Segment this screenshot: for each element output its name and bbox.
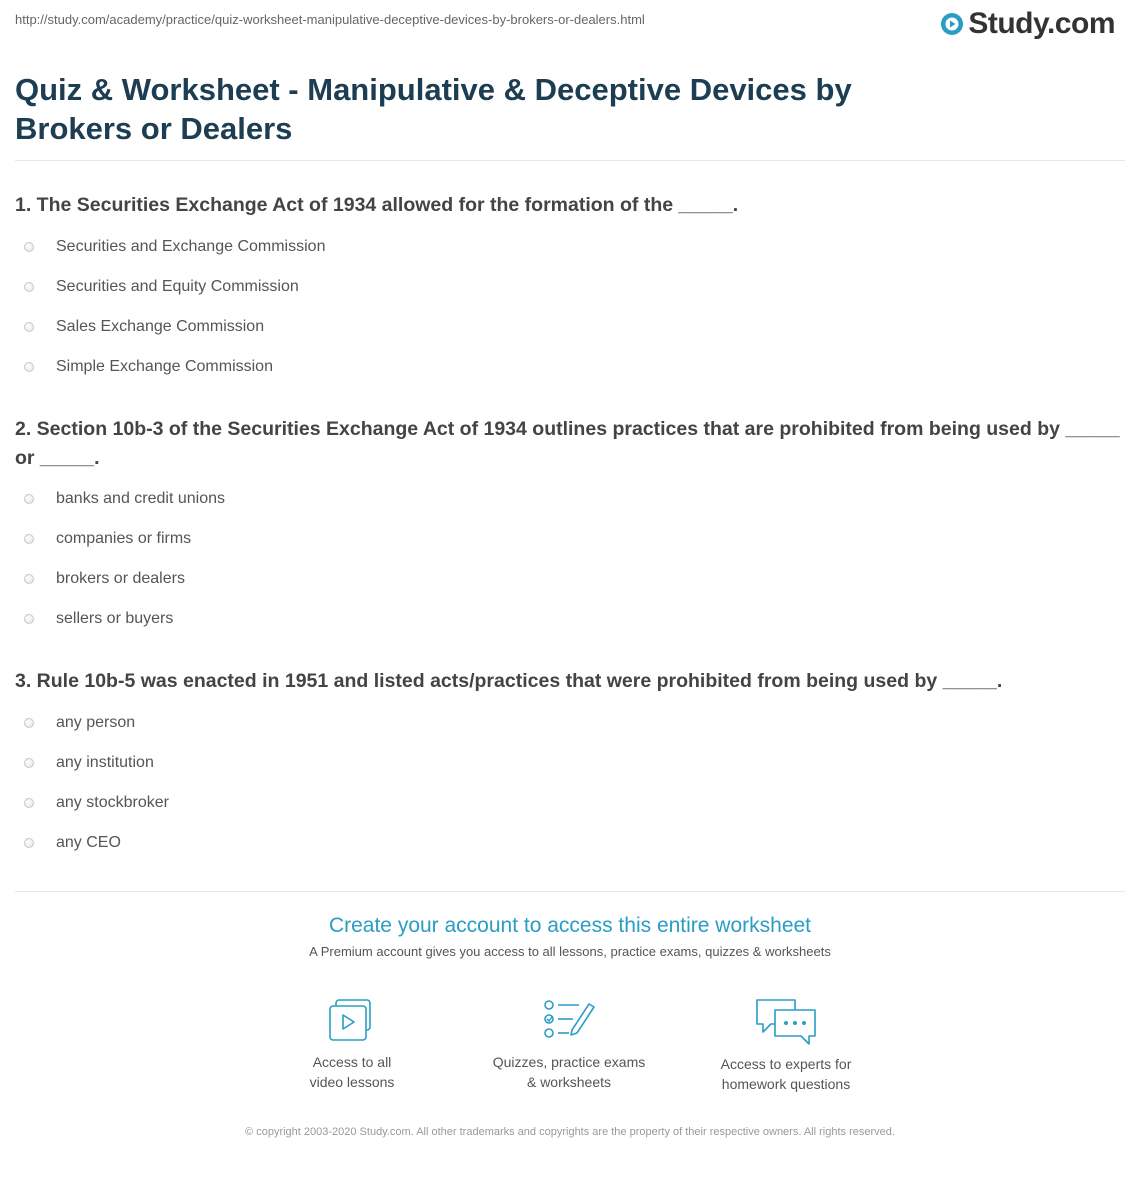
radio-button[interactable] [24,534,34,544]
title-divider [15,160,1125,161]
radio-button[interactable] [24,282,34,292]
answer-label: companies or firms [56,530,192,547]
feature-line: Quizzes, practice exams [492,1054,646,1070]
answer-option[interactable] [15,347,325,387]
top-bar [15,0,1125,54]
create-account-link[interactable]: Create your account to access this entire worksheet [328,914,812,937]
question-1: 1. The Securities Exchange Act of 1934 allowed for the formation of the _____. [15,194,739,216]
video-lessons-icon [322,996,382,1046]
feature-experts [696,996,876,1094]
radio-button[interactable] [24,758,34,768]
feature-line: Access to experts for [720,1056,852,1072]
play-circle-icon [940,12,964,36]
answer-label: any institution [56,754,154,771]
answer-option[interactable] [15,783,169,823]
feature-label [262,1052,442,1092]
answers-2 [15,479,225,639]
radio-button[interactable] [24,242,34,252]
radio-button[interactable] [24,718,34,728]
answer-label: any person [56,714,136,731]
answer-option[interactable] [15,519,225,559]
answer-option[interactable] [15,267,325,307]
signup-cta [0,914,1140,959]
feature-line: homework questions [721,1076,851,1092]
answer-option[interactable] [15,743,169,783]
feature-line: Access to all [312,1054,392,1070]
answers-3 [15,703,169,863]
answer-label: brokers or dealers [56,570,185,587]
answers-1 [15,227,325,387]
page-url: http://study.com/academy/practice/quiz-worksheet-manipulative-deceptive-devices-by-brokers-or-dealers.html [15,12,645,27]
answer-label: sellers or buyers [56,610,174,627]
answer-option[interactable] [15,823,169,863]
cta-divider [15,891,1125,892]
feature-label [696,1054,876,1094]
answer-label: banks and credit unions [56,490,225,507]
answer-label: Securities and Equity Commission [56,278,299,295]
answer-label: Simple Exchange Commission [56,358,273,375]
cta-subtitle: A Premium account gives you access to all lessons, practice exams, quizzes & worksheets [309,944,831,959]
question-2: 2. Section 10b-3 of the Securities Exchange Act of 1934 outlines practices that are prohibited from being used by _____ or _____. [15,418,1120,469]
quiz-checklist-icon [539,996,599,1046]
answer-label: Securities and Exchange Commission [56,238,326,255]
radio-button[interactable] [24,322,34,332]
logo-text: Study.com [968,7,1115,40]
study-logo[interactable] [940,7,1115,41]
answer-option[interactable] [15,703,169,743]
radio-button[interactable] [24,494,34,504]
feature-label [479,1052,659,1092]
radio-button[interactable] [24,798,34,808]
feature-line: & worksheets [526,1074,612,1090]
answer-label: any stockbroker [56,794,169,811]
feature-quizzes [479,996,659,1092]
question-3: 3. Rule 10b-5 was enacted in 1951 and listed acts/practices that were prohibited from being used by _____. [15,670,1003,692]
radio-button[interactable] [24,574,34,584]
radio-button[interactable] [24,362,34,372]
copyright-notice: © copyright 2003-2020 Study.com. All other trademarks and copyrights are the property of their respective owners. All rights reserved. [245,1126,895,1138]
feature-line: video lessons [309,1074,395,1090]
radio-button[interactable] [24,614,34,624]
answer-label: Sales Exchange Commission [56,318,265,335]
answer-option[interactable] [15,227,325,267]
answer-option[interactable] [15,559,225,599]
answer-option[interactable] [15,599,225,639]
answer-option[interactable] [15,307,325,347]
answer-option[interactable] [15,479,225,519]
answer-label: any CEO [56,834,121,851]
page-title: Quiz & Worksheet - Manipulative & Deceptive Devices by Brokers or Dealers [15,72,852,146]
chat-bubbles-icon [753,996,819,1048]
radio-button[interactable] [24,838,34,848]
feature-video-lessons [262,996,442,1092]
